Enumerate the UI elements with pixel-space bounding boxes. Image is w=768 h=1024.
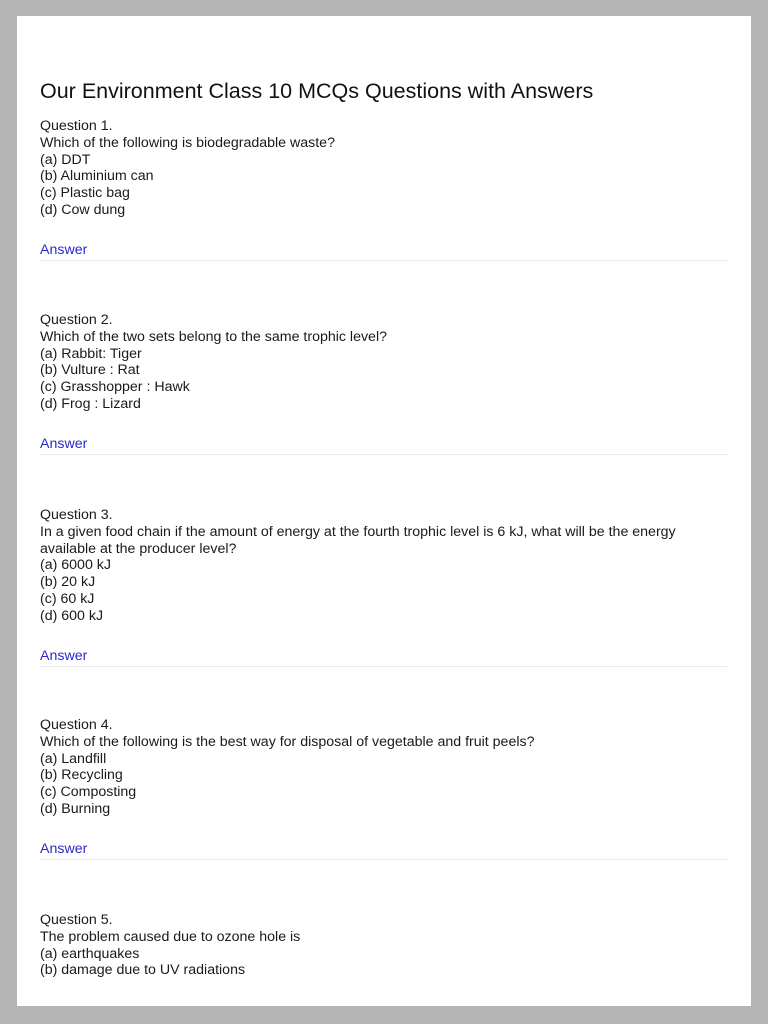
- option-d: (d) Burning: [40, 800, 111, 817]
- question-text: Which of the two sets belong to the same trophic level?: [40, 328, 387, 345]
- option-d: (d) 600 kJ: [40, 607, 104, 624]
- question-2: [40, 312, 730, 455]
- question-number: Question 3.: [40, 507, 113, 523]
- option-c: (c) 60 kJ: [40, 590, 95, 607]
- option-c: (c) Composting: [40, 784, 137, 801]
- answer-link-3[interactable]: Answer: [40, 647, 88, 664]
- option-c: (c) Plastic bag: [40, 185, 130, 202]
- question-number: Question 5.: [40, 912, 113, 928]
- option-a: (a) Rabbit: Tiger: [40, 345, 142, 362]
- question-number: Question 4.: [40, 717, 113, 733]
- option-a: (a) Landfill: [40, 750, 107, 767]
- answer-divider: [40, 242, 727, 261]
- option-a: (a) earthquakes: [40, 945, 140, 962]
- answer-link-2[interactable]: Answer: [40, 435, 88, 452]
- question-text: In a given food chain if the amount of energy at the fourth trophic level is 6 kJ, what will be the energy available at the producer level?: [40, 523, 676, 557]
- option-b: (b) Aluminium can: [40, 168, 154, 185]
- option-b: (b) 20 kJ: [40, 574, 96, 591]
- answer-link-1[interactable]: Answer: [40, 241, 88, 258]
- option-a: (a) DDT: [40, 151, 91, 168]
- answer-divider: [40, 648, 727, 667]
- question-text: Which of the following is biodegradable waste?: [40, 134, 335, 151]
- document-page: [17, 16, 751, 1006]
- option-b: (b) Recycling: [40, 767, 123, 784]
- question-5: [40, 912, 730, 979]
- option-b: (b) Vulture : Rat: [40, 362, 140, 379]
- option-c: (c) Grasshopper : Hawk: [40, 379, 190, 396]
- question-1: [40, 118, 730, 261]
- question-number: Question 1.: [40, 118, 113, 134]
- question-text: The problem caused due to ozone hole is: [40, 928, 301, 945]
- question-text: Which of the following is the best way for disposal of vegetable and fruit peels?: [40, 733, 535, 750]
- option-a: (a) 6000 kJ: [40, 557, 111, 574]
- option-b: (b) damage due to UV radiations: [40, 962, 246, 979]
- option-d: (d) Cow dung: [40, 201, 126, 218]
- answer-divider: [40, 841, 727, 860]
- question-3: [40, 507, 730, 667]
- option-d: (d) Frog : Lizard: [40, 395, 141, 412]
- question-4: [40, 717, 730, 860]
- answer-link-4[interactable]: Answer: [40, 840, 88, 857]
- answer-divider: [40, 436, 727, 455]
- page-title: Our Environment Class 10 MCQs Questions with Answers: [40, 79, 594, 103]
- question-number: Question 2.: [40, 312, 113, 328]
